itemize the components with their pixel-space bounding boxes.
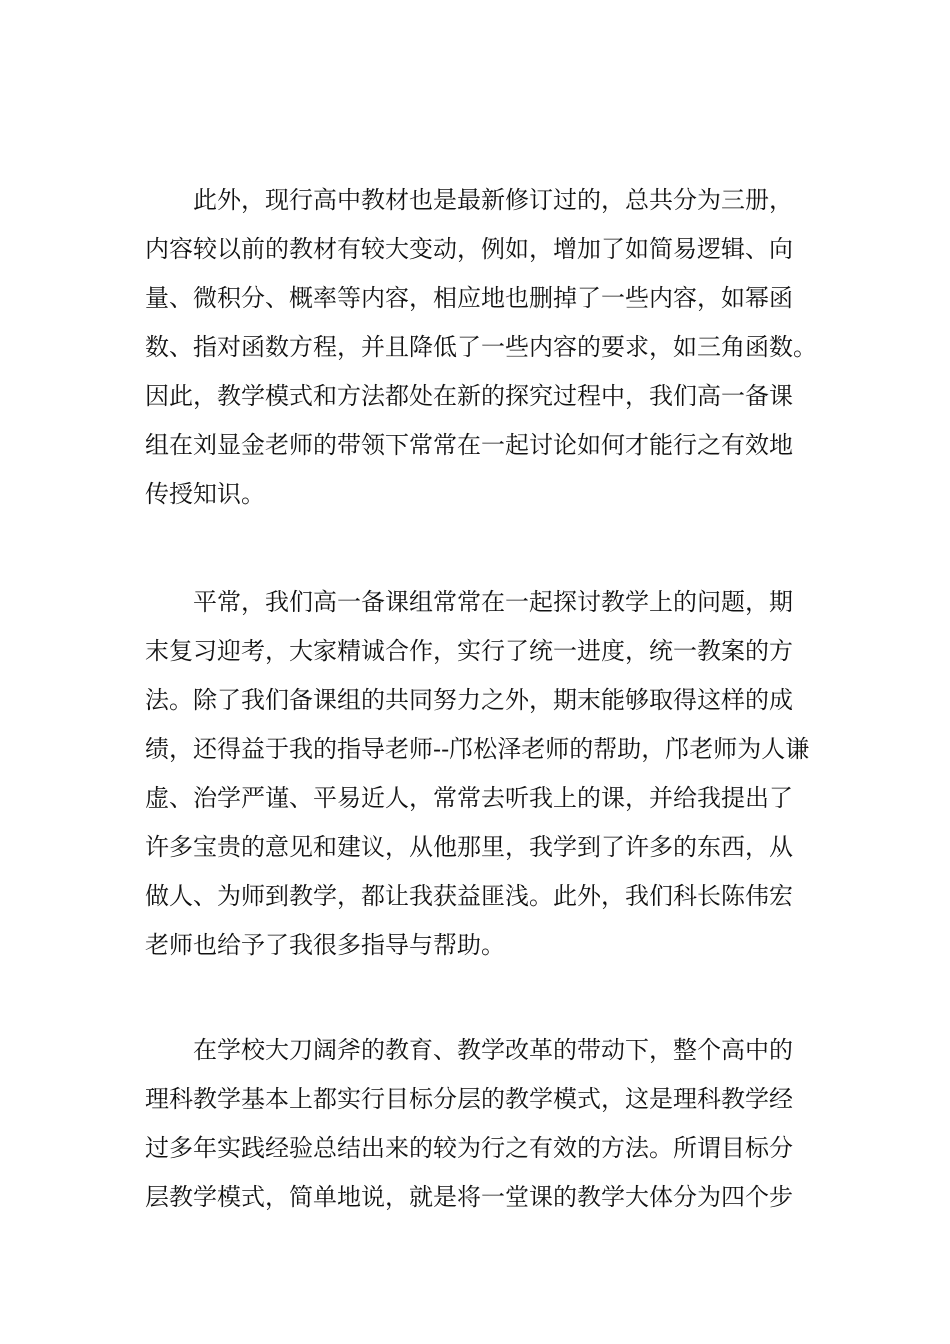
text-line: 许多宝贵的意见和建议，从他那里，我学到了许多的东西，从 — [145, 833, 793, 861]
text-line: 组在刘显金老师的带领下常常在一起讨论如何才能行之有效地 — [145, 431, 793, 459]
text-line: 层教学模式，简单地说，就是将一堂课的教学大体分为四个步 — [145, 1183, 793, 1211]
paragraph-teaching-reform — [145, 1026, 810, 1222]
text-line: 过多年实践经验总结出来的较为行之有效的方法。所谓目标分 — [145, 1134, 793, 1162]
text-line: 末复习迎考，大家精诚合作，实行了统一进度，统一教案的方 — [145, 637, 793, 665]
text-line: 做人、为师到教学，都让我获益匪浅。此外，我们科长陈伟宏 — [145, 882, 793, 910]
text-line: 法。除了我们备课组的共同努力之外，期末能够取得这样的成 — [145, 686, 793, 714]
paragraph-textbooks — [145, 176, 817, 519]
text-line: 老师也给予了我很多指导与帮助。 — [145, 931, 505, 959]
text-line: 绩，还得益于我的指导老师--邝松泽老师的帮助，邝老师为人谦 — [145, 735, 810, 763]
text-line: 数、指对函数方程，并且降低了一些内容的要求，如三角函数。 — [145, 333, 817, 361]
text-line: 虚、治学严谨、平易近人，常常去听我上的课，并给我提出了 — [145, 784, 793, 812]
text-line: 此外，现行高中教材也是最新修订过的，总共分为三册， — [193, 186, 793, 214]
paragraph-teaching-group — [145, 578, 810, 970]
text-line: 内容较以前的教材有较大变动，例如，增加了如简易逻辑、向 — [145, 235, 793, 263]
text-line: 传授知识。 — [145, 480, 265, 508]
text-line: 量、微积分、概率等内容，相应地也删掉了一些内容，如幂函 — [145, 284, 793, 312]
text-line: 在学校大刀阔斧的教育、教学改革的带动下，整个高中的 — [193, 1036, 793, 1064]
text-line: 理科教学基本上都实行目标分层的教学模式，这是理科教学经 — [145, 1085, 793, 1113]
text-line: 平常，我们高一备课组常常在一起探讨教学上的问题，期 — [193, 588, 793, 616]
text-line: 因此，教学模式和方法都处在新的探究过程中，我们高一备课 — [145, 382, 793, 410]
